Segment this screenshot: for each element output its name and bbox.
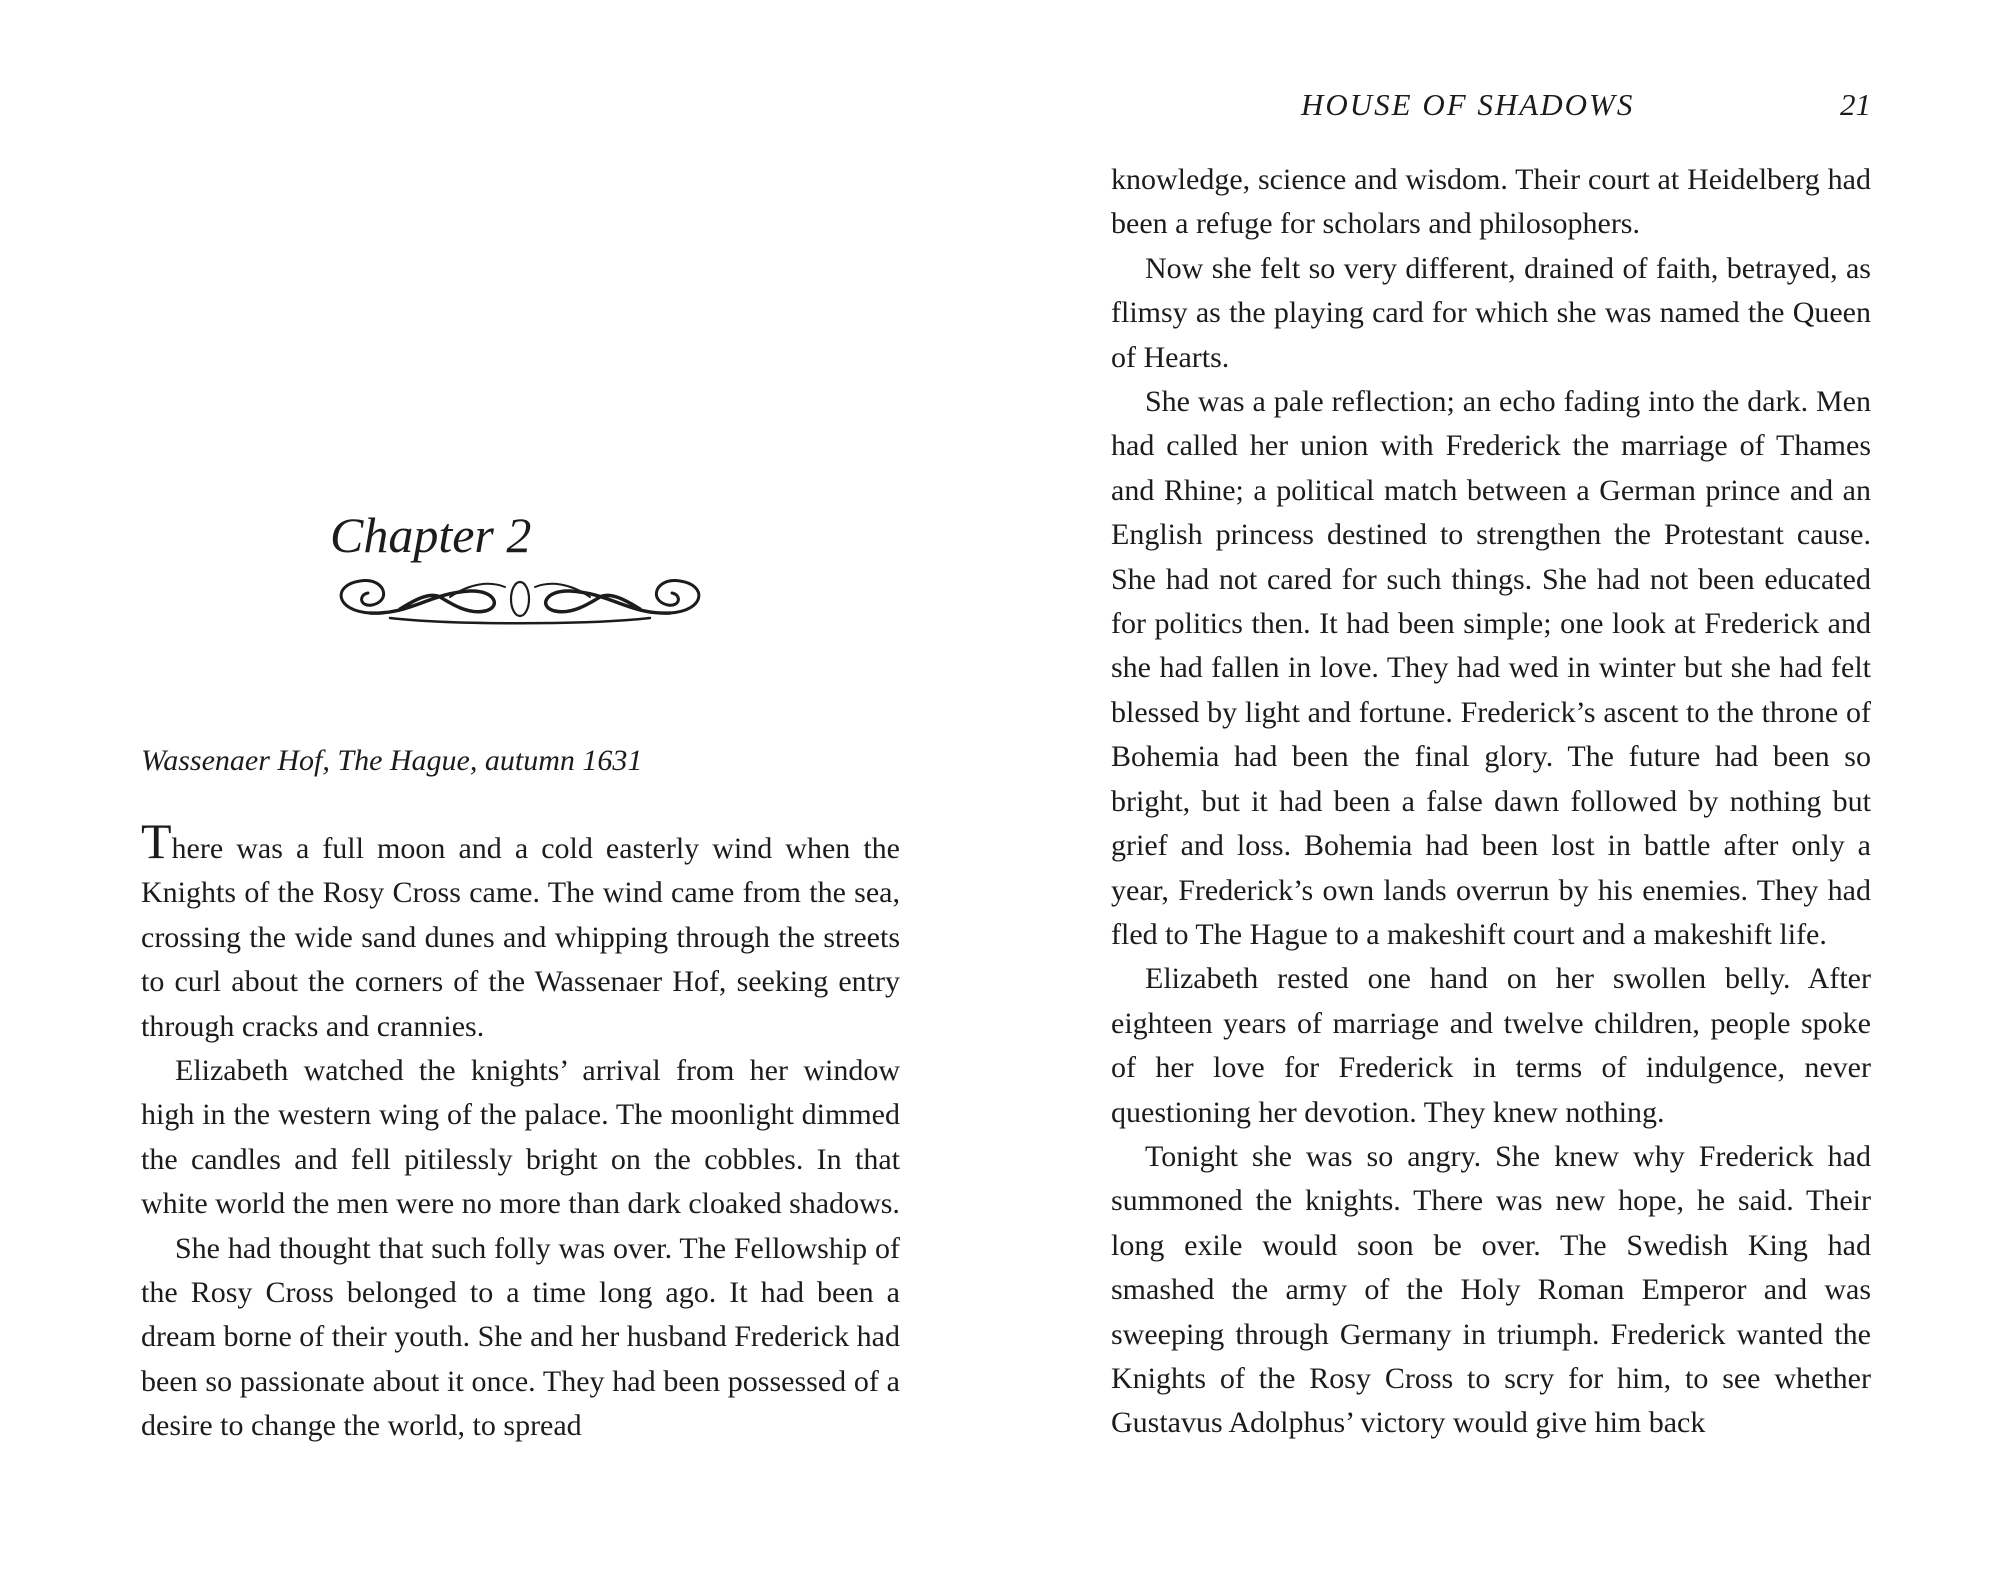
flourish-ornament (330, 563, 710, 633)
paragraph: Tonight she was so angry. She knew why Frederick had summoned the knights. There was new hope, he said. Their long exile would soon be over. The Swedish King had smashed the army of the Holy Roman Emperor and was sweeping through Germany in triumph. Frederick wanted the Knights of the Rosy Cross to scry for him, to see whether Gustavus Adolphus’ victory would give him back (1111, 1139, 1871, 1440)
drop-cap: T (141, 813, 172, 869)
running-head (1111, 85, 1871, 125)
page-number: 21 (1840, 87, 1871, 122)
paragraph: She had thought that such folly was over. The Fellowship of the Rosy Cross belonged to a time long ago. It had been a dream borne of their youth. She and her husband Frederick had been so passionate about it once. They had been possessed of a desire to change the world, to spread (141, 1231, 900, 1443)
paragraph: Elizabeth watched the knights’ arrival from her window high in the western wing of the palace. The moonlight dimmed the candles and fell pitilessly bright on the cobbles. In that white world the men were no more than dark cloaked shadows. (141, 1054, 900, 1221)
paragraph-text: here was a full moon and a cold easterly wind when the Knights of the Rosy Cross came. The wind came from the sea, crossing the wide sand dunes and whipping through the streets to curl about the corners of the Wassenaer Hof, seeking entry through cracks and crannies. (141, 832, 900, 1043)
left-page-body (141, 813, 900, 1449)
running-head-title: HOUSE OF SHADOWS (1301, 87, 1635, 122)
right-page-body (1111, 158, 1871, 1446)
paragraph (141, 813, 900, 1049)
dateline: Wassenaer Hof, The Hague, autumn 1631 (141, 744, 643, 777)
paragraph: Now she felt so very different, drained of faith, betrayed, as flimsy as the playing card for which she was named the Queen of Hearts. (1111, 251, 1871, 374)
paragraph: Elizabeth rested one hand on her swollen belly. After eighteen years of marriage and twelve children, people spoke of her love for Frederick in terms of indulgence, never questioning her devotion. They knew nothing. (1111, 962, 1871, 1129)
right-page (1000, 0, 2000, 1569)
paragraph: She was a pale reflection; an echo fading into the dark. Men had called her union with Frederick the marriage of Thames and Rhine; a political match between a German prince and an English princess destined to strengthen the Protestant cause. She had not cared for such things. She had not been educated for politics then. It had been simple; one look at Frederick and she had fallen in love. They had wed in winter but she had felt blessed by light and fortune. Frederick’s ascent to the throne of Bohemia had been the final glory. The future had been so bright, but it had been a false dawn followed by nothing but grief and loss. Bohemia had been lost in battle after only a year, Frederick’s own lands overrun by his enemies. They had fled to The Hague to a makeshift court and a makeshift life. (1111, 385, 1871, 951)
chapter-title: Chapter 2 (330, 507, 532, 563)
paragraph: knowledge, science and wisdom. Their court at Heidelberg had been a refuge for scholars and philosophers. (1111, 163, 1871, 241)
